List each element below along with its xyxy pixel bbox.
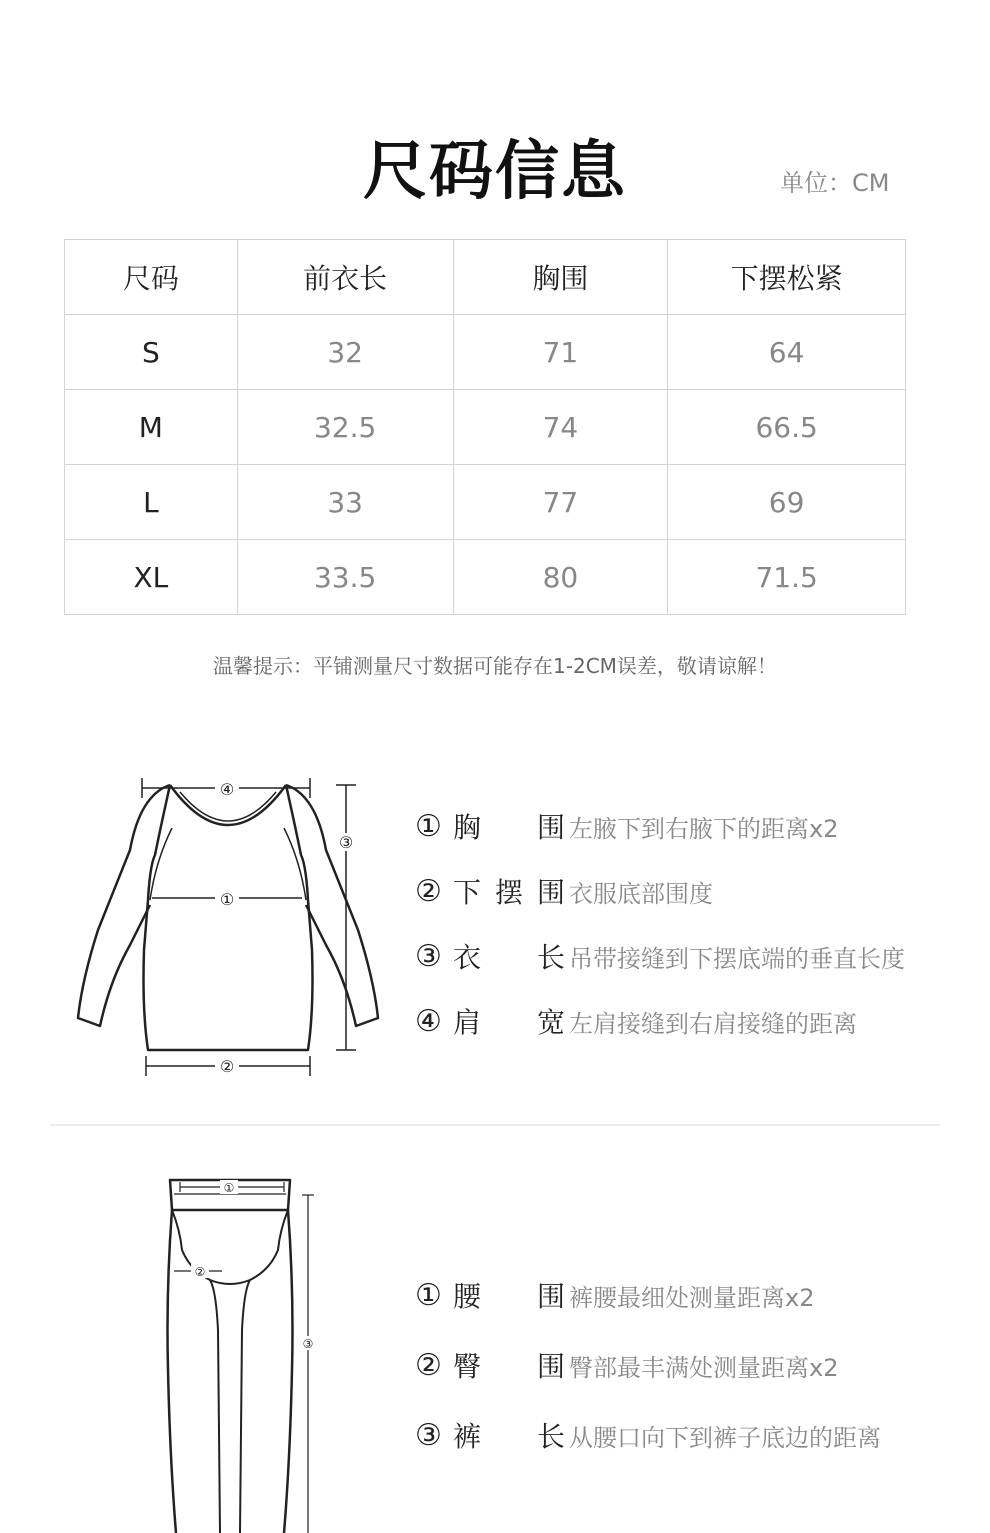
header-chest: 胸围 — [453, 240, 668, 315]
legend-name-char: 衣 — [453, 941, 482, 974]
table-cell: 33 — [237, 465, 453, 540]
table-cell: 33.5 — [237, 540, 453, 615]
legend-description: 衣服底部围度 — [569, 879, 713, 908]
legend-item — [415, 1275, 814, 1315]
legend-name — [453, 936, 565, 976]
table-cell: S — [65, 315, 238, 390]
legend-number: ② — [415, 1347, 442, 1383]
legend-item — [415, 936, 905, 976]
table-cell: 69 — [668, 465, 906, 540]
legend-item — [415, 1345, 838, 1385]
table-cell: XL — [65, 540, 238, 615]
legend-number: ② — [415, 873, 442, 909]
mark-waist: ① — [223, 1181, 235, 1195]
legend-name — [453, 871, 565, 911]
header-hem: 下摆松紧 — [668, 240, 906, 315]
legend-description: 吊带接缝到下摆底端的垂直长度 — [569, 944, 905, 973]
legend-item — [415, 1415, 881, 1455]
table-cell: 71 — [453, 315, 668, 390]
legend-name-char: 胸 — [453, 811, 482, 844]
legend-name — [453, 1001, 565, 1041]
legend-description: 左肩接缝到右肩接缝的距离 — [569, 1009, 857, 1038]
legend-name-char: 长 — [536, 941, 565, 974]
table-row — [65, 390, 906, 465]
legend-name-char: 下 — [453, 876, 482, 909]
legend-name-char: 围 — [536, 1280, 565, 1313]
legend-description: 左腋下到右腋下的距离x2 — [569, 814, 839, 843]
header-size: 尺码 — [65, 240, 238, 315]
pants-outline — [168, 1210, 177, 1533]
legend-name — [453, 1275, 565, 1315]
table-cell: L — [65, 465, 238, 540]
legend-name-char: 围 — [536, 1350, 565, 1383]
table-cell: 66.5 — [668, 390, 906, 465]
right-sleeve — [286, 785, 378, 1026]
left-sleeve — [78, 785, 170, 1026]
legend-name-char: 宽 — [536, 1006, 565, 1039]
legend-item — [415, 806, 838, 846]
pants-legend — [415, 1275, 955, 1465]
legend-name-char: 肩 — [453, 1006, 482, 1039]
table-cell: 32.5 — [237, 390, 453, 465]
legend-number: ① — [415, 808, 442, 844]
table-header-row — [65, 240, 906, 315]
table-cell: M — [65, 390, 238, 465]
legend-name-char: 臀 — [453, 1350, 482, 1383]
section-divider — [50, 1124, 940, 1126]
top-legend — [415, 806, 955, 1046]
legend-name-char: 围 — [536, 876, 565, 909]
legend-description: 臀部最丰满处测量距离x2 — [569, 1353, 839, 1382]
legend-name — [453, 1415, 565, 1455]
size-table — [64, 239, 906, 615]
table-row — [65, 315, 906, 390]
measurement-note: 温馨提示：平铺测量尺寸数据可能存在1-2CM误差，敬请谅解！ — [213, 654, 777, 678]
table-cell: 32 — [237, 315, 453, 390]
mark-length: ③ — [338, 833, 354, 852]
legend-name-char: 裤 — [453, 1420, 482, 1453]
table-cell: 77 — [453, 465, 668, 540]
legend-name-char: 围 — [536, 811, 565, 844]
legend-name-char: 长 — [536, 1420, 565, 1453]
legend-item — [415, 871, 713, 911]
table-cell: 71.5 — [668, 540, 906, 615]
legend-name-char: 腰 — [453, 1280, 482, 1313]
legend-number: ④ — [415, 1003, 442, 1039]
legend-item — [415, 1001, 857, 1041]
page-title: 尺码信息 — [363, 135, 627, 209]
mark-chest: ① — [219, 890, 235, 909]
legend-number: ① — [415, 1277, 442, 1313]
pants-diagram — [150, 1170, 330, 1533]
mark-hip: ② — [194, 1265, 206, 1279]
table-cell: 64 — [668, 315, 906, 390]
table-cell: 74 — [453, 390, 668, 465]
top-garment-diagram — [70, 770, 390, 1080]
legend-name-char: 摆 — [494, 876, 523, 909]
mark-hem: ② — [219, 1057, 235, 1076]
legend-description: 裤腰最细处测量距离x2 — [569, 1283, 815, 1312]
header-front-length: 前衣长 — [237, 240, 453, 315]
legend-name — [453, 1345, 565, 1385]
table-row — [65, 540, 906, 615]
mark-shoulder: ④ — [219, 780, 235, 799]
table-cell: 80 — [453, 540, 668, 615]
table-row — [65, 465, 906, 540]
legend-number: ③ — [415, 938, 442, 974]
legend-name — [453, 806, 565, 846]
unit-label: 单位：CM — [780, 169, 890, 197]
mark-pants-length: ③ — [302, 1337, 314, 1351]
legend-description: 从腰口向下到裤子底边的距离 — [569, 1423, 881, 1452]
legend-number: ③ — [415, 1417, 442, 1453]
